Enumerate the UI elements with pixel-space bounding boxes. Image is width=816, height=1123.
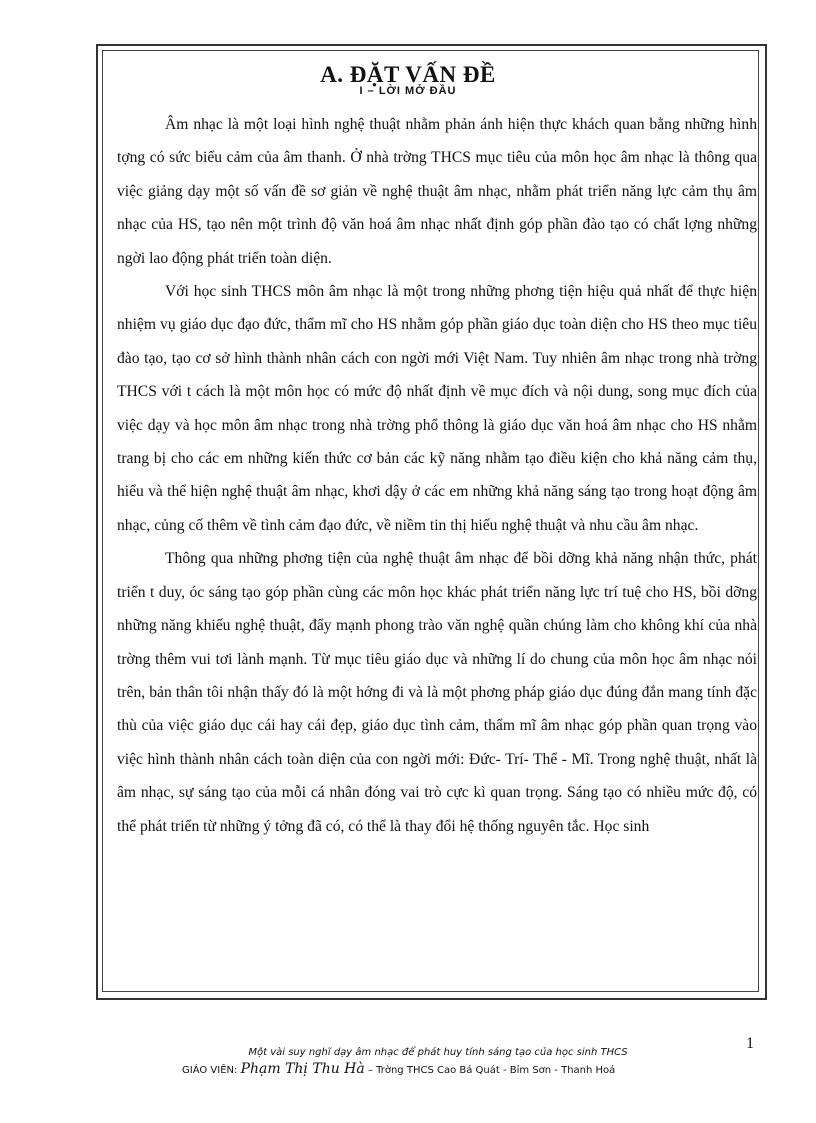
- paragraph-1: Âm nhạc là một loại hình nghệ thuật nhằm phản ánh hiện thực khách quan bằng những hình tợng có sức biểu cảm của âm thanh. Ở nhà trờng THCS mục tiêu của môn học âm nhạc là thông qua việc giảng dạy một số vấn đề sơ giản về nghệ thuật âm nhạc, nhằm phát triển năng lực cảm thụ âm nhạc của HS, tạo nên một trình độ văn hoá âm nhạc nhất định góp phần đào tạo có chất lợng những ngời lao động phát triển toàn diện.: [117, 116, 757, 267]
- footer-teacher-label: GIÁO VIÊN:: [182, 1065, 238, 1076]
- body-text: [117, 108, 757, 843]
- footer-doc-title: Một vài suy nghĩ dạy âm nhạc để phát huy tính sáng tạo của học sinh THCS: [248, 1047, 628, 1058]
- page-number: 1: [746, 1035, 754, 1052]
- paragraph-2: Với học sinh THCS môn âm nhạc là một trong những phơng tiện hiệu quả nhất để thực hiện nhiệm vụ giáo dục đạo đức, thẩm mĩ cho HS nhằm góp phần giáo dục toàn diện cho HS theo mục tiêu đào tạo, tạo cơ sở hình thành nhân cách con ngời mới Việt Nam. Tuy nhiên âm nhạc trong nhà trờng THCS với t cách là một môn học có mức độ nhất định về mục đích và nội dung, song mục đích của việc dạy và học môn âm nhạc trong nhà trờng phổ thông là giáo dục văn hoá âm nhạc cho HS nhằm trang bị cho các em những kiến thức cơ bản các kỹ năng nhằm tạo điều kiện cho khả năng cảm thụ, hiểu và thể hiện nghệ thuật âm nhạc, khơi dậy ở các em những khả năng sáng tạo trong hoạt động âm nhạc, củng cố thêm về tình cảm đạo đức, về niềm tin thị hiếu nghệ thuật và nhu cầu âm nhạc.: [117, 283, 757, 534]
- section-subtitle: I – LỜI MỞ ĐẦU: [359, 85, 457, 97]
- footer-author-line: [182, 1061, 615, 1077]
- paragraph-3: Thông qua những phơng tiện của nghệ thuật âm nhạc để bồi dỡng khả năng nhận thức, phát triển t duy, óc sáng tạo góp phần cùng các môn học khác phát triển năng lực trí tuệ cho HS, bồi dỡng những năng khiếu nghệ thuật, đẩy mạnh phong trào văn nghệ quần chúng làm cho không khí của nhà trờng thêm vui tơi lành mạnh. Từ mục tiêu giáo dục và những lí do chung của môn học âm nhạc nói trên, bản thân tôi nhận thấy đó là một hớng đi và là một phơng pháp giáo dục đúng đắn mang tính đặc thù của việc giáo dục cái hay cái đẹp, giáo dục tình cảm, thẩm mĩ âm nhạc góp phần quan trọng vào việc hình thành nhân cách toàn diện của con ngời mới: Đức- Trí- Thể - Mĩ. Trong nghệ thuật, nhất là âm nhạc, sự sáng tạo của mỗi cá nhân đóng vai trò cực kì quan trọng. Sáng tạo có nhiều mức độ, có thể phát triển từ những ý tởng đã có, có thể là thay đổi hệ thống nguyên tắc. Học sinh: [117, 550, 757, 835]
- footer-school: – Trờng THCS Cao Bá Quát - Bỉm Sơn - Thanh Hoá: [367, 1065, 616, 1076]
- footer-teacher-name: Phạm Thị Thu Hà: [240, 1061, 365, 1077]
- section-title: A. ĐẶT VẤN ĐỀ: [320, 62, 496, 87]
